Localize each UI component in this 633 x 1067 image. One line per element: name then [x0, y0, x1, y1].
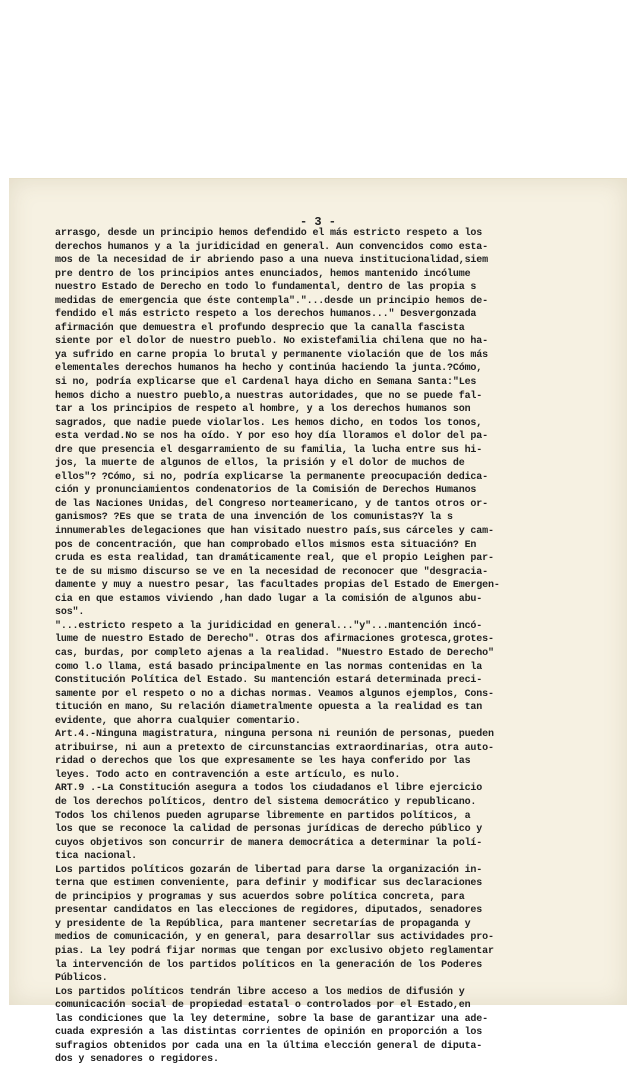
- text-line: elementales derechos humanos ha hecho y continúa haciendo la junta.?Cómo,: [55, 363, 483, 375]
- text-line: medios de comunicación, y en general, para desarrollar sus actividades pro-: [55, 932, 494, 944]
- text-line: comunicación social de propiedad estatal o controlados por el Estado,en: [55, 1000, 471, 1012]
- text-line: arrasgo, desde un principio hemos defendido el más estricto respeto a los: [55, 228, 483, 239]
- text-line: mos de la necesidad de ir abriendo paso a una nueva institucionalidad,siem: [55, 255, 488, 267]
- text-line: ción y pronunciamientos condenatorios de la Comisión de Derechos Humanos: [55, 485, 477, 497]
- text-line: fendido el más estricto respeto a los derechos humanos..." Desvergonzada: [55, 309, 477, 321]
- text-line: medidas de emergencia que éste contempla"."...desde un principio hemos de-: [55, 295, 488, 307]
- text-line: evidente, que ahorra cualquier comentario.: [55, 715, 301, 727]
- text-line: cas, burdas, por completo ajenas a la realidad. "Nuestro Estado de Derecho": [55, 647, 494, 659]
- text-line: cuada expresión a las distintas corrientes de opinión en proporción a los: [55, 1027, 483, 1039]
- text-line: cia en que estamos viviendo ,han dado lugar a la comisión de algunos abu-: [55, 593, 483, 605]
- body-text: [55, 227, 591, 1067]
- text-line: hemos dicho a nuestro pueblo,a nuestras autoridades, que no se puede fal-: [55, 390, 483, 402]
- text-line: presentar candidatos en las elecciones de regidores, diputados, senadores: [55, 905, 483, 917]
- text-line: ya sufrido en carne propia lo brutal y permanente violación que de los más: [55, 349, 488, 361]
- text-line: esta verdad.No se nos ha oído. Y por eso hoy día lloramos el dolor del pa-: [55, 431, 488, 443]
- text-line: los que se reconoce la calidad de personas jurídicas de derecho público y: [55, 824, 483, 836]
- text-line: de las Naciones Unidas, del Congreso norteamericano, y de tantos otros or-: [55, 498, 488, 510]
- text-line: la intervención de los partidos políticos en la generación de los Poderes: [55, 959, 483, 971]
- text-line: innumerables delegaciones que han visitado nuestro país,sus cárceles y cam-: [55, 526, 494, 538]
- text-line: ART.9 .-La Constitución asegura a todos los ciudadanos el libre ejercicio: [55, 783, 483, 795]
- text-line: las condiciones que la ley determine, sobre la base de garantizar una ade-: [55, 1013, 488, 1025]
- text-line: samente por el respeto o no a dichas normas. Veamos algunos ejemplos, Cons-: [55, 688, 494, 700]
- text-line: afirmación que demuestra el profundo desprecio que la canalla fascista: [55, 322, 465, 334]
- text-line: sos".: [55, 607, 85, 619]
- text-line: pos de concentración, que han comprobado ellos mismos esta situación? En: [55, 539, 477, 551]
- text-line: atribuirse, ni aun a pretexto de circunstancias extraordinarias, otra auto-: [55, 742, 494, 754]
- text-line: Los partidos políticos tendrán libre acceso a los medios de difusión y: [55, 986, 465, 998]
- text-line: ridad o derechos que los que expresamente se les haya conferido por las: [55, 756, 471, 768]
- text-line: dos y senadores o regidores.: [55, 1054, 219, 1066]
- text-line: cruda es esta realidad, tan dramáticamente real, que el propio Leighen par-: [55, 553, 494, 565]
- text-line: Todos los chilenos pueden agruparse libremente en partidos políticos, a: [55, 810, 471, 822]
- text-line: si no, podría explicarse que el Cardenal haya dicho en Semana Santa:"Les: [55, 377, 477, 389]
- text-line: Art.4.-Ninguna magistratura, ninguna persona ni reunión de personas, pueden: [55, 729, 494, 741]
- text-line: lume de nuestro Estado de Derecho". Otras dos afirmaciones grotesca,grotes-: [55, 634, 494, 646]
- text-line: sufragios obtenidos por cada una en la última elección general de diputa-: [55, 1040, 483, 1052]
- typewritten-page: [9, 178, 627, 1066]
- text-line: te de su mismo discurso se ve en la necesidad de reconocer que "desgracia-: [55, 566, 488, 578]
- text-line: siente por el dolor de nuestro pueblo. No existefamilia chilena que no ha-: [55, 336, 488, 348]
- page-number: - 3 -: [299, 215, 336, 229]
- text-line: damente y muy a nuestro pesar, las facultades propias del Estado de Emergen-: [55, 580, 500, 592]
- text-line: ganismos? ?Es que se trata de una invención de los comunistas?Y la s: [55, 512, 453, 524]
- text-line: leyes. Todo acto en contravención a este artículo, es nulo.: [55, 769, 401, 781]
- text-line: jos, la muerte de algunos de ellos, la prisión y el dolor de muchos de: [55, 458, 465, 470]
- text-line: tica nacional.: [55, 851, 137, 863]
- text-line: titución en mano, Su relación diametralmente opuesta a la realidad es tan: [55, 702, 483, 714]
- text-line: terna que estimen conveniente, para definir y modificar sus declaraciones: [55, 878, 483, 890]
- text-line: de los derechos políticos, dentro del sistema democrático y republicano.: [55, 796, 477, 808]
- text-line: cuyos objetivos son concurrir de manera democrática a determinar la polí-: [55, 837, 483, 849]
- text-line: Los partidos políticos gozarán de libertad para darse la organización in-: [55, 864, 483, 876]
- text-line: pias. La ley podrá fijar normas que tengan por exclusivo objeto reglamentar: [55, 945, 494, 957]
- text-line: tar a los principios de respeto al hombre, y a los derechos humanos son: [55, 404, 471, 416]
- text-line: pre dentro de los principios antes enunciados, hemos mantenido incólume: [55, 268, 471, 280]
- text-line: Públicos.: [55, 973, 108, 985]
- text-line: nuestro Estado de Derecho en todo lo fundamental, dentro de las propia s: [55, 282, 477, 294]
- text-line: derechos humanos y a la juridicidad en general. Aun convencidos como esta-: [55, 241, 488, 253]
- text-line: "...estricto respeto a la juridicidad en general..."y"...mantención incó-: [55, 620, 483, 632]
- text-line: Constitución Política del Estado. Su mantención estará determinada preci-: [55, 675, 483, 687]
- text-line: sagrados, que nadie puede violarlos. Les hemos dicho, en todos los tonos,: [55, 417, 483, 429]
- text-line: ellos"? ?Cómo, si no, podría explicarse la permanente preocupación dedica-: [55, 471, 488, 483]
- text-line: de principios y programas y sus acuerdos sobre política concreta, para: [55, 891, 465, 903]
- text-line: y presidente de la República, para mantener secretarías de propaganda y: [55, 918, 471, 930]
- text-line: dre que presencia el desgarramiento de su familia, la lucha entre sus hi-: [55, 444, 483, 456]
- text-line: como l.o llama, está basado principalmente en las normas contenidas en la: [55, 661, 483, 673]
